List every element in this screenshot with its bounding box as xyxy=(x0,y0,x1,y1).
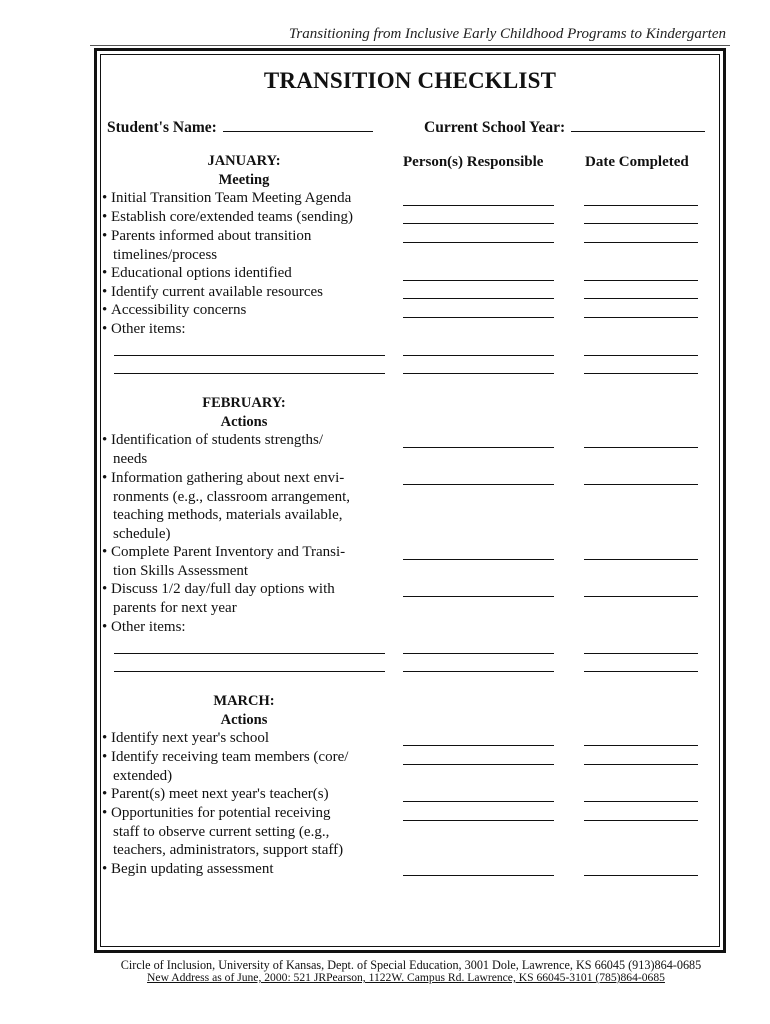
person-responsible-blank[interactable] xyxy=(403,205,554,206)
date-completed-blank[interactable] xyxy=(584,596,698,597)
column-person-responsible: Person(s) Responsible xyxy=(403,154,544,170)
january-heading xyxy=(110,152,378,189)
march-item: • Begin updating assessment xyxy=(102,861,274,877)
person-responsible-blank[interactable] xyxy=(403,298,554,299)
january-item: • Identify current available resources xyxy=(102,284,323,300)
date-completed-blank[interactable] xyxy=(584,298,698,299)
march-item: • Opportunities for potential receiving staff to observe current setting (e.g., teachers, administrators, support staff) xyxy=(102,805,344,859)
page-title: TRANSITION CHECKLIST xyxy=(263,68,557,93)
january-item: • Initial Transition Team Meeting Agenda xyxy=(102,190,352,206)
person-responsible-blank[interactable] xyxy=(403,373,554,374)
february-month: FEBRUARY: xyxy=(202,395,286,411)
march-month: MARCH: xyxy=(213,693,275,709)
march-heading xyxy=(110,692,378,729)
person-responsible-blank[interactable] xyxy=(403,355,554,356)
person-responsible-blank[interactable] xyxy=(403,447,554,448)
date-completed-blank[interactable] xyxy=(584,745,698,746)
person-responsible-blank[interactable] xyxy=(403,764,554,765)
person-responsible-blank[interactable] xyxy=(403,280,554,281)
footer-new-address: New Address as of June, 2000: 521 JRPearson, 1122W. Campus Rd. Lawrence, KS 66045-3101 (785)864-0685 xyxy=(147,971,665,984)
january-item: • Accessibility concerns xyxy=(102,302,247,318)
school-year-blank[interactable] xyxy=(571,117,705,132)
date-completed-blank[interactable] xyxy=(584,280,698,281)
column-date-completed: Date Completed xyxy=(585,154,689,170)
date-completed-blank[interactable] xyxy=(584,205,698,206)
person-responsible-blank[interactable] xyxy=(403,671,554,672)
other-item-blank[interactable] xyxy=(114,671,385,672)
school-year-label: Current School Year: xyxy=(424,119,566,136)
date-completed-blank[interactable] xyxy=(584,820,698,821)
person-responsible-blank[interactable] xyxy=(403,317,554,318)
march-subtitle: Actions xyxy=(220,711,268,728)
date-completed-blank[interactable] xyxy=(584,223,698,224)
date-completed-blank[interactable] xyxy=(584,671,698,672)
january-item: • Establish core/extended teams (sending) xyxy=(102,209,354,225)
person-responsible-blank[interactable] xyxy=(403,653,554,654)
february-item: • Identification of students strengths/ needs xyxy=(102,432,324,467)
february-heading xyxy=(110,394,378,431)
running-header: Transitioning from Inclusive Early Childhood Programs to Kindergarten xyxy=(288,26,726,42)
date-completed-blank[interactable] xyxy=(584,355,698,356)
january-subtitle: Meeting xyxy=(218,171,270,188)
january-item: • Parents informed about transition timelines/process xyxy=(102,228,312,263)
date-completed-blank[interactable] xyxy=(584,875,698,876)
february-item: • Information gathering about next envi- ronments (e.g., classroom arrangement, teaching methods, materials available, schedule) xyxy=(102,470,351,542)
date-completed-blank[interactable] xyxy=(584,447,698,448)
january-item: • Other items: xyxy=(102,321,186,337)
person-responsible-blank[interactable] xyxy=(403,242,554,243)
date-completed-blank[interactable] xyxy=(584,653,698,654)
person-responsible-blank[interactable] xyxy=(403,801,554,802)
student-name-field[interactable] xyxy=(107,117,373,137)
january-month: JANUARY: xyxy=(207,153,281,169)
person-responsible-blank[interactable] xyxy=(403,596,554,597)
student-name-blank[interactable] xyxy=(223,117,373,132)
person-responsible-blank[interactable] xyxy=(403,223,554,224)
date-completed-blank[interactable] xyxy=(584,317,698,318)
person-responsible-blank[interactable] xyxy=(403,875,554,876)
march-item: • Identify next year's school xyxy=(102,730,270,746)
other-item-blank[interactable] xyxy=(114,355,385,356)
student-name-label: Student's Name: xyxy=(107,119,217,136)
date-completed-blank[interactable] xyxy=(584,801,698,802)
february-item: • Other items: xyxy=(102,619,186,635)
january-item: • Educational options identified xyxy=(102,265,292,281)
person-responsible-blank[interactable] xyxy=(403,745,554,746)
person-responsible-blank[interactable] xyxy=(403,820,554,821)
school-year-field[interactable] xyxy=(424,117,705,137)
february-item: • Complete Parent Inventory and Transi- tion Skills Assessment xyxy=(102,544,346,579)
date-completed-blank[interactable] xyxy=(584,242,698,243)
date-completed-blank[interactable] xyxy=(584,484,698,485)
person-responsible-blank[interactable] xyxy=(403,484,554,485)
march-item: • Identify receiving team members (core/ extended) xyxy=(102,749,349,784)
february-item: • Discuss 1/2 day/full day options with parents for next year xyxy=(102,581,335,616)
other-item-blank[interactable] xyxy=(114,373,385,374)
date-completed-blank[interactable] xyxy=(584,373,698,374)
person-responsible-blank[interactable] xyxy=(403,559,554,560)
date-completed-blank[interactable] xyxy=(584,764,698,765)
march-item: • Parent(s) meet next year's teacher(s) xyxy=(102,786,329,802)
other-item-blank[interactable] xyxy=(114,653,385,654)
date-completed-blank[interactable] xyxy=(584,559,698,560)
header-rule xyxy=(90,45,730,46)
february-subtitle: Actions xyxy=(220,413,268,430)
footer-address: Circle of Inclusion, University of Kansas, Dept. of Special Education, 3001 Dole, Lawrence, KS 66045 (913)864-0685 xyxy=(120,958,702,972)
